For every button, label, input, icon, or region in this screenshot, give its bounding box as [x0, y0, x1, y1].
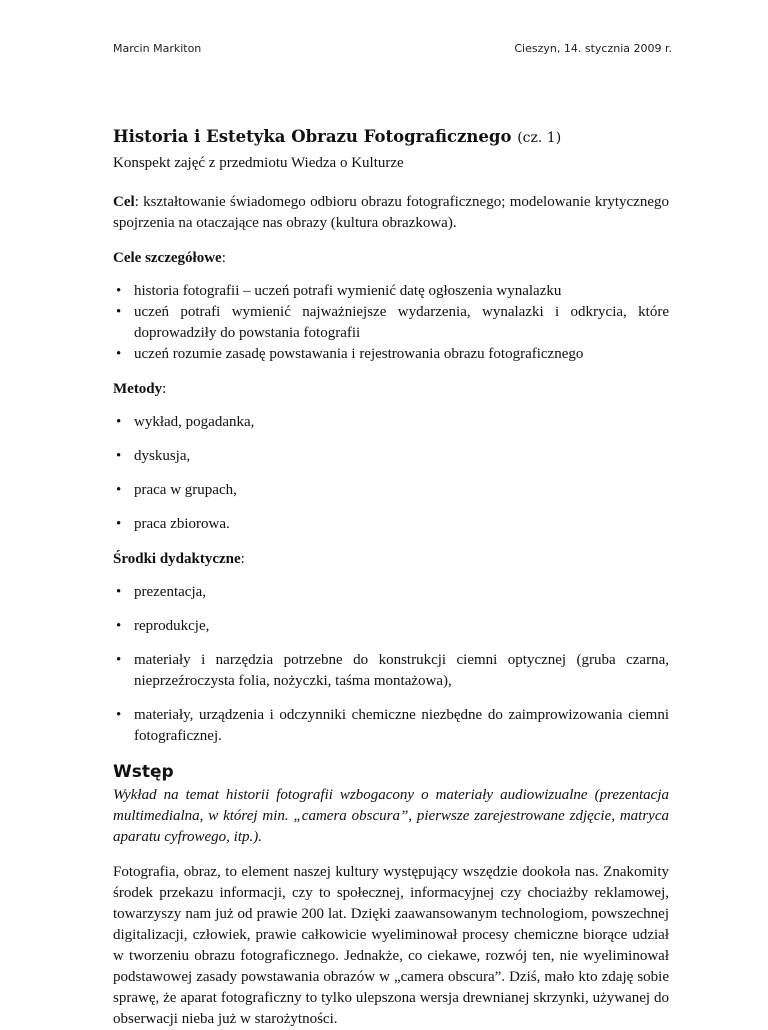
title-suffix: (cz. 1)	[517, 130, 562, 146]
list-item: • uczeń potrafi wymienić najważniejsze wydarzenia, wynalazki i odkrycia, które doprowadziły do powstania fotografii	[113, 302, 669, 344]
goal-paragraph	[113, 192, 669, 234]
list-item: • praca w grupach,	[113, 480, 669, 501]
specific-goals-list	[113, 281, 669, 365]
intro-italic-paragraph: Wykład na temat historii fotografii wzbogacony o materiały audiowizualne (prezentacja multimedialna, w której min. „camera obscura”, pierwsze zarejestrowane zdjęcie, matryca aparatu cyfrowego, itp.).	[113, 787, 669, 845]
list-item: • materiały i narzędzia potrzebne do konstrukcji ciemni optycznej (gruba czarna, nieprzeźroczysta folia, nożyczki, taśma montażowa),	[113, 650, 669, 692]
document-title	[113, 126, 669, 149]
methods-list	[113, 412, 669, 535]
specific-goals-heading: Cele szczegółowe:	[113, 250, 226, 266]
methods-heading: Metody:	[113, 381, 167, 397]
means-heading: Środki dydaktyczne:	[113, 551, 245, 567]
list-item: • reprodukcje,	[113, 616, 669, 637]
document-subtitle: Konspekt zajęć z przedmiotu Wiedza o Kulturze	[113, 155, 404, 171]
list-item: • materiały, urządzenia i odczynniki chemiczne niezbędne do zaimprowizowania ciemni fotograficznej.	[113, 705, 669, 747]
list-item: • prezentacja,	[113, 582, 669, 603]
goal-label: Cel	[113, 194, 135, 210]
document-body	[113, 126, 669, 1030]
list-item: • uczeń rozumie zasadę powstawania i rejestrowania obrazu fotograficznego	[113, 344, 669, 365]
author-name: Marcin Markiton	[113, 42, 202, 55]
list-item: • wykład, pogadanka,	[113, 412, 669, 433]
means-list	[113, 582, 669, 747]
intro-body-paragraph: Fotografia, obraz, to element naszej kultury występujący wszędzie dookoła nas. Znakomity środek przekazu informacji, czy to społecznej, informacyjnej czy chociażby reklamowej, towarzyszy nam już od prawie 200 lat. Dzięki zaawansowanym technologiom, powszechnej digitalizacji, człowiek, prawie całkowicie wyeliminował procesy chemiczne biorące udział w tworzeniu obrazu fotograficznego. Jednakże, co ciekawe, rozwój ten, nie wyeliminował podstawowej zasady powstawania obrazów w „camera obscura”. Dziś, mało kto zdaję sobie sprawę, że aparat fotograficzny to tylko ulepszona wersja drewnianej skrzynki, używanej do obserwacji nieba już w starożytności.	[113, 864, 669, 1027]
place-date: Cieszyn, 14. stycznia 2009 r.	[514, 42, 672, 55]
title-main: Historia i Estetyka Obrazu Fotograficznego	[113, 127, 512, 146]
list-item: • praca zbiorowa.	[113, 514, 669, 535]
list-item: • dyskusja,	[113, 446, 669, 467]
list-item: • historia fotografii – uczeń potrafi wymienić datę ogłoszenia wynalazku	[113, 281, 669, 302]
intro-heading: Wstęp	[113, 762, 174, 782]
goal-text: : kształtowanie świadomego odbioru obrazu fotograficznego; modelowanie krytycznego spojrzenia na otaczające nas obrazy (kultura obrazkowa).	[113, 194, 669, 231]
page-header	[113, 42, 672, 55]
